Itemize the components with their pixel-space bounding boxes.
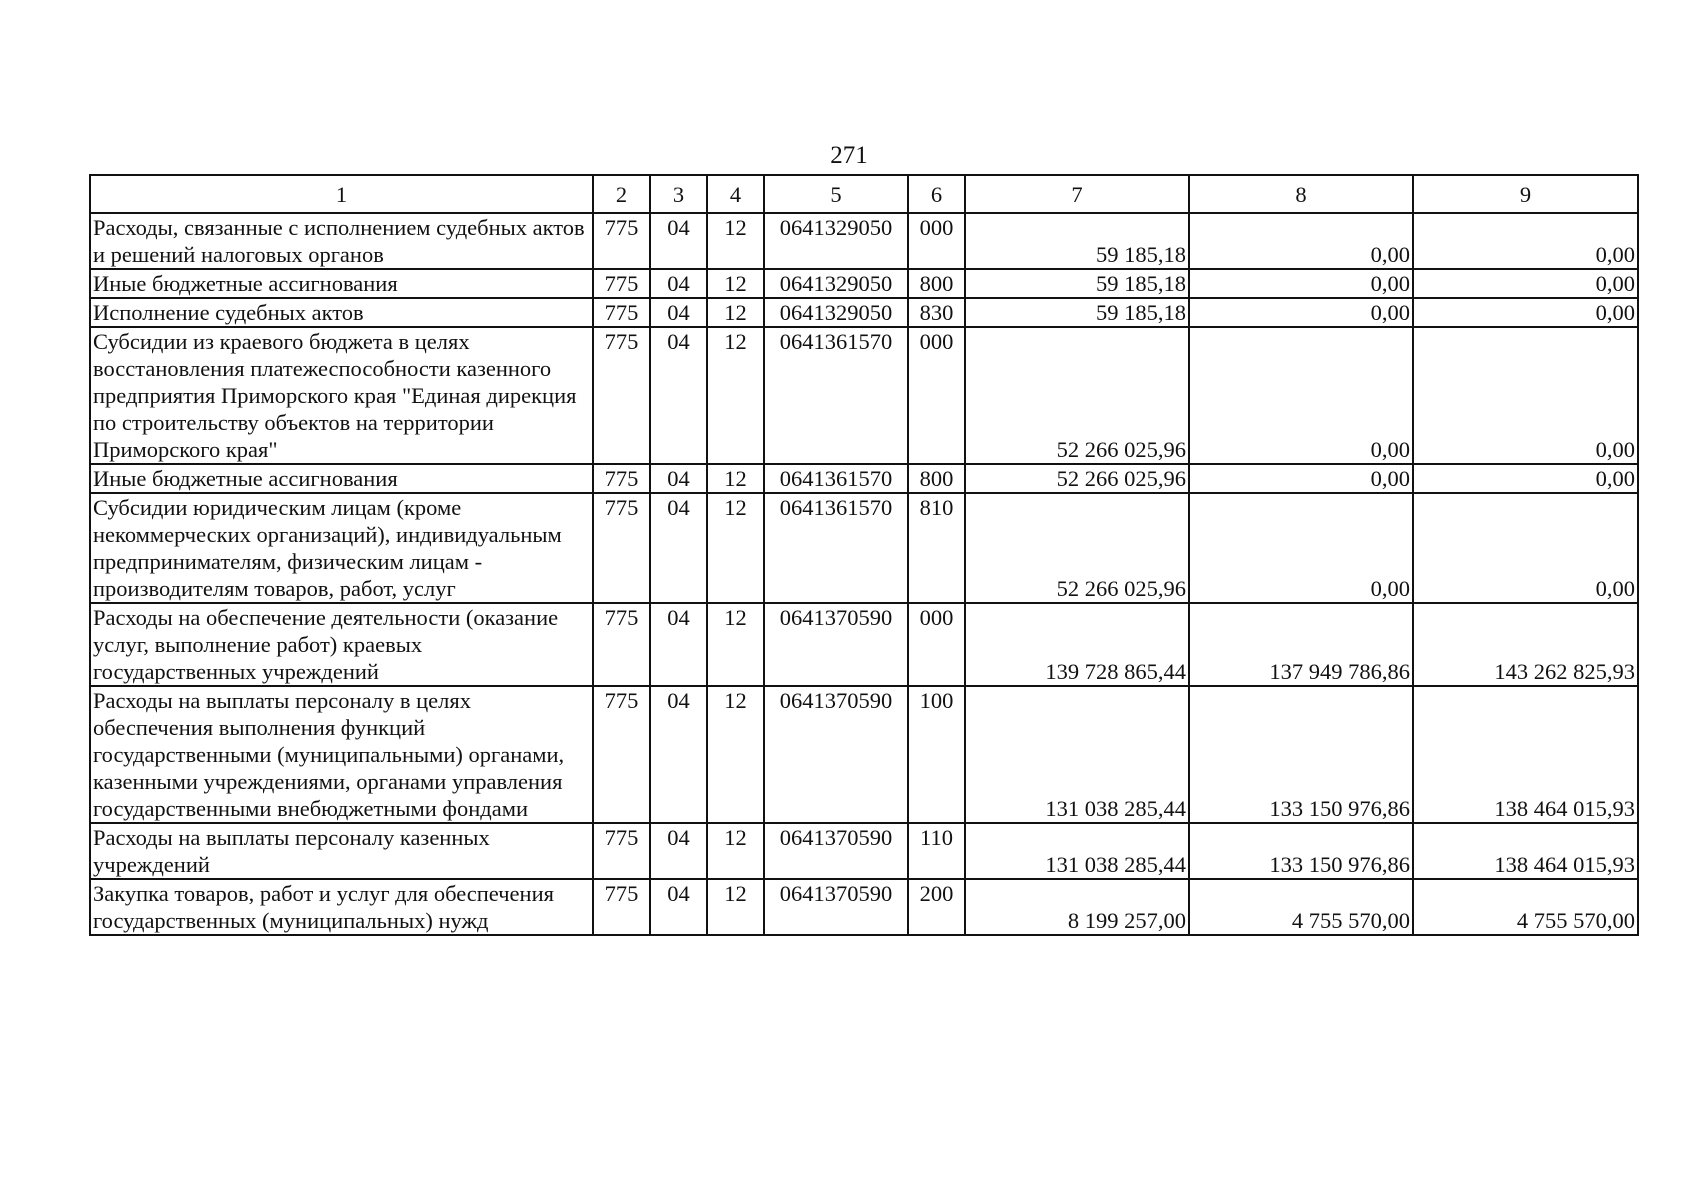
amount-cell: 8 199 257,00 [965, 879, 1189, 935]
code-cell: 04 [650, 603, 707, 686]
table-row [90, 213, 1638, 269]
column-header: 2 [593, 175, 650, 213]
code-cell: 12 [707, 879, 764, 935]
code-cell: 775 [593, 213, 650, 269]
amount-cell: 133 150 976,86 [1189, 686, 1413, 823]
row-name-cell: Субсидии из краевого бюджета в целях восстановления платежеспособности казенного предприятия Приморского края "Единая дирекция по строительству объектов на территории Приморского края" [90, 327, 593, 464]
column-header: 7 [965, 175, 1189, 213]
amount-cell: 137 949 786,86 [1189, 603, 1413, 686]
column-header: 6 [908, 175, 965, 213]
amount-cell: 52 266 025,96 [965, 493, 1189, 603]
amount-cell: 143 262 825,93 [1413, 603, 1638, 686]
table-row [90, 686, 1638, 823]
column-header: 3 [650, 175, 707, 213]
table-row [90, 823, 1638, 879]
table-row [90, 269, 1638, 298]
amount-cell: 138 464 015,93 [1413, 823, 1638, 879]
code-cell: 0641370590 [764, 603, 908, 686]
column-header: 5 [764, 175, 908, 213]
code-cell: 0641329050 [764, 269, 908, 298]
row-name-cell: Субсидии юридическим лицам (кроме некоммерческих организаций), индивидуальным предпринимателям, физическим лицам - производителям товаров, работ, услуг [90, 493, 593, 603]
page-number: 271 [830, 142, 868, 169]
amount-cell: 0,00 [1189, 269, 1413, 298]
amount-cell: 0,00 [1189, 213, 1413, 269]
amount-cell: 59 185,18 [965, 213, 1189, 269]
amount-cell: 0,00 [1413, 213, 1638, 269]
amount-cell: 4 755 570,00 [1413, 879, 1638, 935]
code-cell: 775 [593, 686, 650, 823]
amount-cell: 0,00 [1413, 269, 1638, 298]
code-cell: 04 [650, 686, 707, 823]
code-cell: 04 [650, 879, 707, 935]
column-header: 4 [707, 175, 764, 213]
code-cell: 775 [593, 603, 650, 686]
code-cell: 04 [650, 213, 707, 269]
code-cell: 12 [707, 686, 764, 823]
code-cell: 800 [908, 269, 965, 298]
amount-cell: 52 266 025,96 [965, 327, 1189, 464]
header-row [90, 175, 1638, 213]
code-cell: 04 [650, 464, 707, 493]
code-cell: 12 [707, 269, 764, 298]
code-cell: 0641370590 [764, 686, 908, 823]
amount-cell: 0,00 [1189, 327, 1413, 464]
table-row [90, 327, 1638, 464]
amount-cell: 0,00 [1413, 327, 1638, 464]
code-cell: 04 [650, 493, 707, 603]
code-cell: 775 [593, 269, 650, 298]
code-cell: 775 [593, 823, 650, 879]
amount-cell: 0,00 [1413, 298, 1638, 327]
column-header: 8 [1189, 175, 1413, 213]
row-name-cell: Иные бюджетные ассигнования [90, 269, 593, 298]
code-cell: 0641370590 [764, 823, 908, 879]
code-cell: 800 [908, 464, 965, 493]
code-cell: 12 [707, 213, 764, 269]
code-cell: 04 [650, 269, 707, 298]
amount-cell: 133 150 976,86 [1189, 823, 1413, 879]
row-name-cell: Расходы, связанные с исполнением судебных актов и решений налоговых органов [90, 213, 593, 269]
amount-cell: 0,00 [1189, 298, 1413, 327]
table-row [90, 879, 1638, 935]
code-cell: 100 [908, 686, 965, 823]
code-cell: 12 [707, 298, 764, 327]
table-row [90, 464, 1638, 493]
code-cell: 775 [593, 298, 650, 327]
code-cell: 0641329050 [764, 298, 908, 327]
code-cell: 0641370590 [764, 879, 908, 935]
amount-cell: 139 728 865,44 [965, 603, 1189, 686]
row-name-cell: Иные бюджетные ассигнования [90, 464, 593, 493]
column-header: 1 [90, 175, 593, 213]
code-cell: 200 [908, 879, 965, 935]
code-cell: 775 [593, 327, 650, 464]
table-row [90, 298, 1638, 327]
amount-cell: 138 464 015,93 [1413, 686, 1638, 823]
code-cell: 810 [908, 493, 965, 603]
code-cell: 0641361570 [764, 327, 908, 464]
code-cell: 0641329050 [764, 213, 908, 269]
code-cell: 04 [650, 823, 707, 879]
budget-table [89, 174, 1639, 936]
row-name-cell: Исполнение судебных актов [90, 298, 593, 327]
row-name-cell: Расходы на выплаты персоналу казенных учреждений [90, 823, 593, 879]
amount-cell: 4 755 570,00 [1189, 879, 1413, 935]
table-row [90, 603, 1638, 686]
amount-cell: 0,00 [1189, 493, 1413, 603]
code-cell: 12 [707, 493, 764, 603]
code-cell: 775 [593, 464, 650, 493]
code-cell: 000 [908, 603, 965, 686]
column-header: 9 [1413, 175, 1638, 213]
code-cell: 0641361570 [764, 464, 908, 493]
amount-cell: 131 038 285,44 [965, 686, 1189, 823]
amount-cell: 59 185,18 [965, 269, 1189, 298]
amount-cell: 0,00 [1413, 464, 1638, 493]
row-name-cell: Расходы на обеспечение деятельности (оказание услуг, выполнение работ) краевых государственных учреждений [90, 603, 593, 686]
amount-cell: 0,00 [1189, 464, 1413, 493]
amount-cell: 59 185,18 [965, 298, 1189, 327]
amount-cell: 52 266 025,96 [965, 464, 1189, 493]
code-cell: 12 [707, 603, 764, 686]
code-cell: 04 [650, 327, 707, 464]
code-cell: 110 [908, 823, 965, 879]
amount-cell: 0,00 [1413, 493, 1638, 603]
code-cell: 0641361570 [764, 493, 908, 603]
code-cell: 830 [908, 298, 965, 327]
row-name-cell: Расходы на выплаты персоналу в целях обеспечения выполнения функций государственными (муниципальными) органами, казенными учреждениями, органами управления государственными внебюджетными фондами [90, 686, 593, 823]
code-cell: 000 [908, 327, 965, 464]
amount-cell: 131 038 285,44 [965, 823, 1189, 879]
code-cell: 775 [593, 879, 650, 935]
code-cell: 000 [908, 213, 965, 269]
code-cell: 12 [707, 464, 764, 493]
code-cell: 12 [707, 823, 764, 879]
code-cell: 12 [707, 327, 764, 464]
row-name-cell: Закупка товаров, работ и услуг для обеспечения государственных (муниципальных) нужд [90, 879, 593, 935]
table-row [90, 493, 1638, 603]
code-cell: 04 [650, 298, 707, 327]
code-cell: 775 [593, 493, 650, 603]
